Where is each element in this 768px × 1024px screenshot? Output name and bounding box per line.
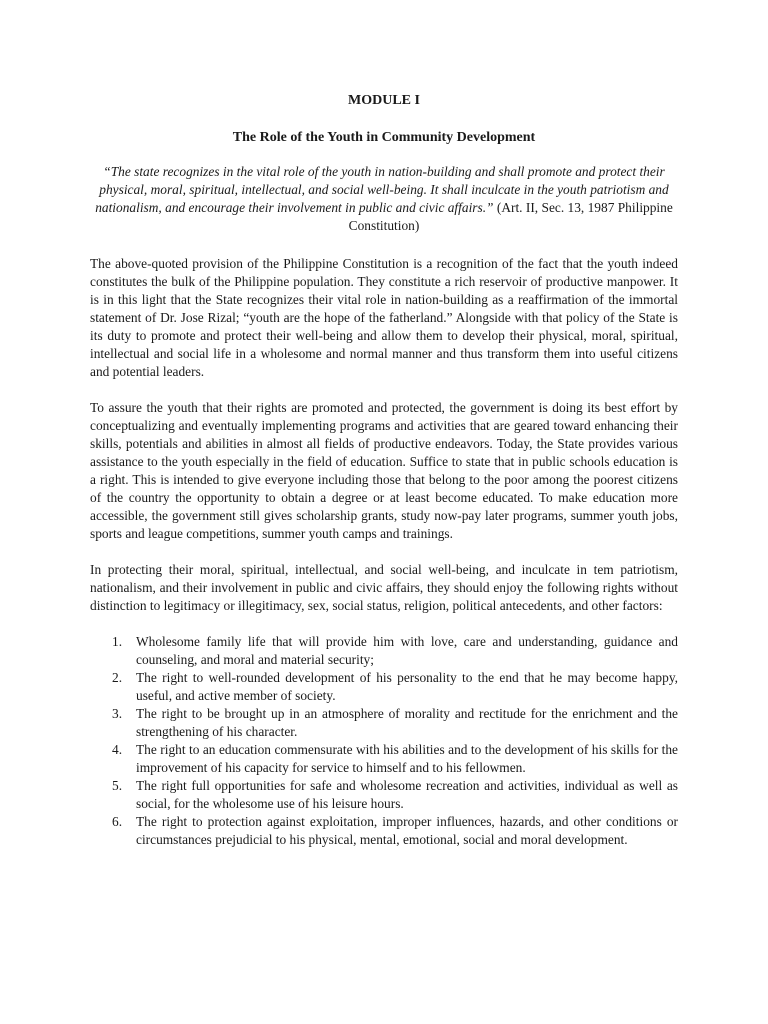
list-item [112, 741, 678, 777]
list-item [112, 669, 678, 705]
list-number: 1. [112, 634, 123, 649]
list-item [112, 813, 678, 849]
quote-text: “The state recognizes in the vital role of the youth in nation-building and shall promote and protect their physical, moral, spiritual, intellectual, and social well-being. It shall inculcate in the youth patriotism and nationalism, and encourage their involvement in public and civic affairs.” [95, 164, 669, 215]
list-item [112, 705, 678, 741]
rights-list [90, 633, 678, 849]
list-number: 6. [112, 814, 123, 829]
module-heading: MODULE I [348, 93, 420, 108]
list-text: The right to protection against exploitation, improper influences, hazards, and other conditions or circumstances prejudicial to his physical, mental, emotional, social and moral development. [136, 814, 678, 847]
list-number: 2. [112, 670, 123, 685]
paragraph-rights-intro: In protecting their moral, spiritual, intellectual, and social well-being, and inculcate in tem patriotism, nationalism, and their involvement in public and civic affairs, they should enjoy the following rights without distinction to legitimacy or illegitimacy, sex, social status, religion, political antecedents, and other factors: [90, 562, 678, 613]
list-text: Wholesome family life that will provide him with love, care and understanding, guidance and counseling, and moral and material security; [136, 634, 678, 667]
paragraph-government-programs: To assure the youth that their rights are promoted and protected, the government is doing its best effort by conceptualizing and eventually implementing programs and activities that are geared toward enhancing their skills, potentials and abilities in almost all fields of productive endeavors. Today, the State provides various assistance to the youth especially in the field of education. Suffice to state that in public schools education is a right. This is intended to give everyone including those that belong to the poor among the poorest citizens of the country the opportunity to obtain a degree or at least become educated. To make education more accessible, the government still gives scholarship grants, study now-pay later programs, summer youth jobs, sports and league competitions, summer youth camps and trainings. [90, 400, 678, 541]
document-page [90, 92, 678, 849]
paragraph-constitution: The above-quoted provision of the Philippine Constitution is a recognition of the fact that the youth indeed constitutes the bulk of the Philippine population. They constitute a rich reservoir of productive manpower. It is in this light that the State recognizes their vital role in nation-building as a reaffirmation of the immortal statement of Dr. Jose Rizal; “youth are the hope of the fatherland.” Alongside with that policy of the State is its duty to promote and protect their well-being and allow them to develop their physical, moral, spiritual, intellectual and social life in a wholesome and normal manner and thus transform them into useful citizens and potential leaders. [90, 256, 678, 379]
list-number: 4. [112, 742, 123, 757]
constitution-quote [90, 163, 678, 235]
list-text: The right full opportunities for safe and wholesome recreation and activities, individual as well as social, for the wholesome use of his leisure hours. [136, 778, 678, 811]
list-number: 5. [112, 778, 123, 793]
list-text: The right to an education commensurate with his abilities and to the development of his skills for the improvement of his capacity for service to himself and to his fellowmen. [136, 742, 678, 775]
list-text: The right to well-rounded development of his personality to the end that he may become happy, useful, and active member of society. [136, 670, 678, 703]
document-title: The Role of the Youth in Community Development [232, 130, 536, 145]
list-item [112, 777, 678, 813]
list-text: The right to be brought up in an atmosphere of morality and rectitude for the enrichment and the strengthening of his character. [136, 706, 678, 739]
quote-citation: (Art. II, Sec. 13, 1987 Philippine Constitution) [348, 200, 673, 233]
list-item [112, 633, 678, 669]
list-number: 3. [112, 706, 123, 721]
